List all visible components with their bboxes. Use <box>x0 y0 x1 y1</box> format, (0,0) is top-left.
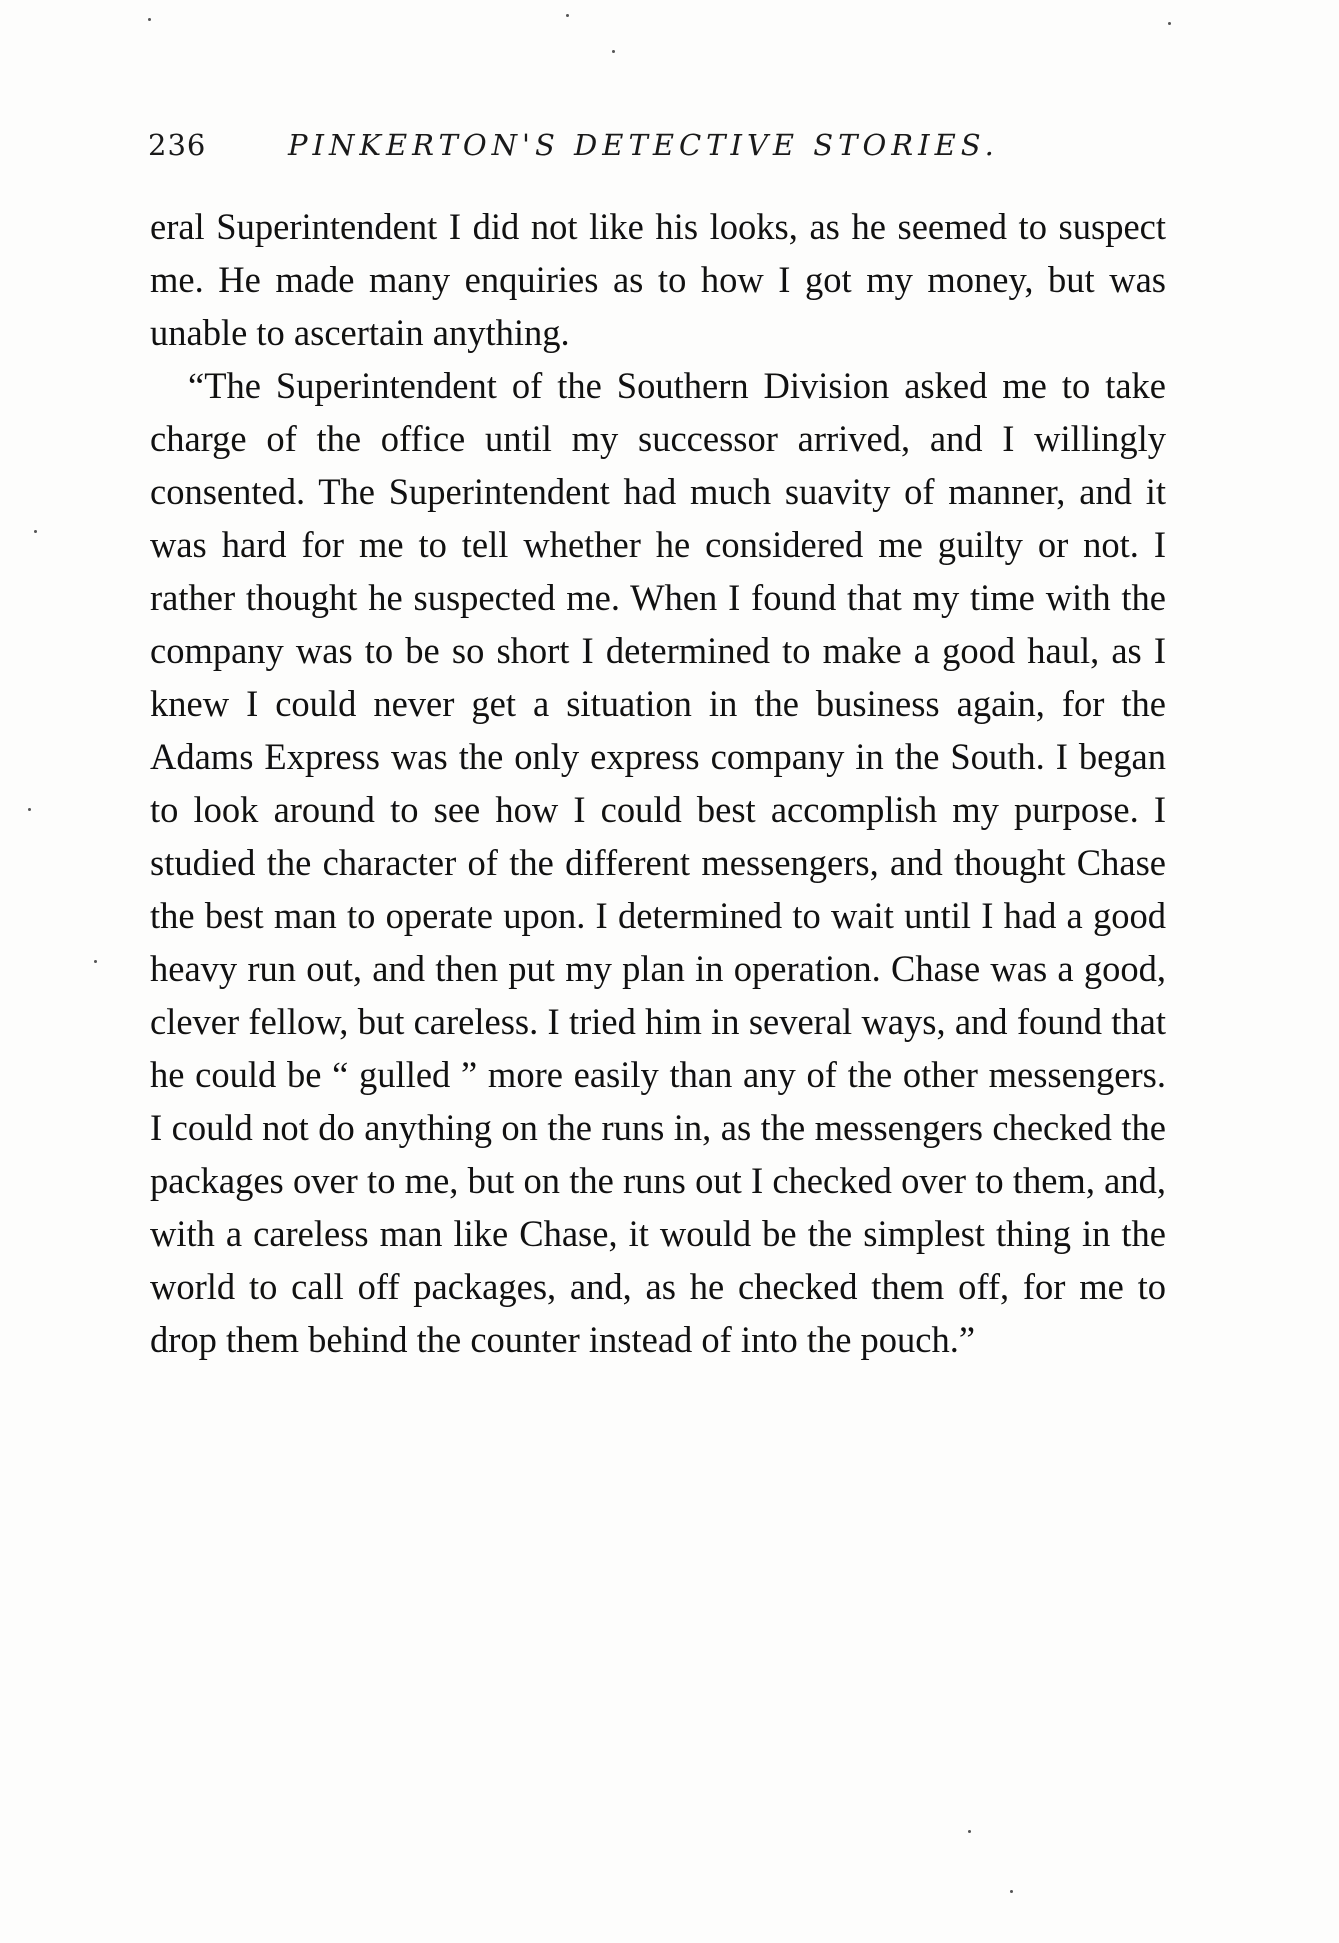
print-speck <box>968 1830 971 1833</box>
paragraph: “The Superintendent of the Southern Division asked me to take charge of the office until my successor arrived, and I willingly consented. The Superintendent had much suavity of manner, and it was hard for me to tell whether he considered me guilty or not. I rather thought he suspected me. When I found that my time with the company was to be so short I determined to make a good haul, as I knew I could never get a situation in the business again, for the Adams Express was the only express company in the South. I began to look around to see how I could best accomplish my purpose. I studied the character of the different messengers, and thought Chase the best man to operate upon. I determined to wait until I had a good heavy run out, and then put my plan in operation. Chase was a good, clever fellow, but careless. I tried him in several ways, and found that he could be “ gulled ” more easily than any of the other messengers. I could not do anything on the runs in, as the messengers checked the packages over to me, but on the runs out I checked over to them, and, with a careless man like Chase, it would be the simplest thing in the world to call off packages, and, as he checked them off, for me to drop them behind the counter instead of into the pouch.” <box>150 365 1166 1360</box>
print-speck <box>612 50 615 53</box>
print-speck <box>566 14 569 17</box>
paragraph: eral Superintendent I did not like his looks, as he seemed to suspect me. He made many enquiries as to how I got my money, but was unable to ascertain anything. <box>150 206 1166 353</box>
running-head: PINKERTON'S DETECTIVE STORIES. <box>288 128 999 162</box>
page-header <box>148 128 1168 172</box>
body-text <box>150 200 1166 1366</box>
print-speck <box>148 18 151 21</box>
print-speck <box>1168 22 1171 25</box>
print-speck <box>94 960 97 963</box>
print-speck <box>1010 1890 1013 1893</box>
page-number: 236 <box>148 128 207 162</box>
print-speck <box>28 808 31 811</box>
print-speck <box>34 530 37 533</box>
